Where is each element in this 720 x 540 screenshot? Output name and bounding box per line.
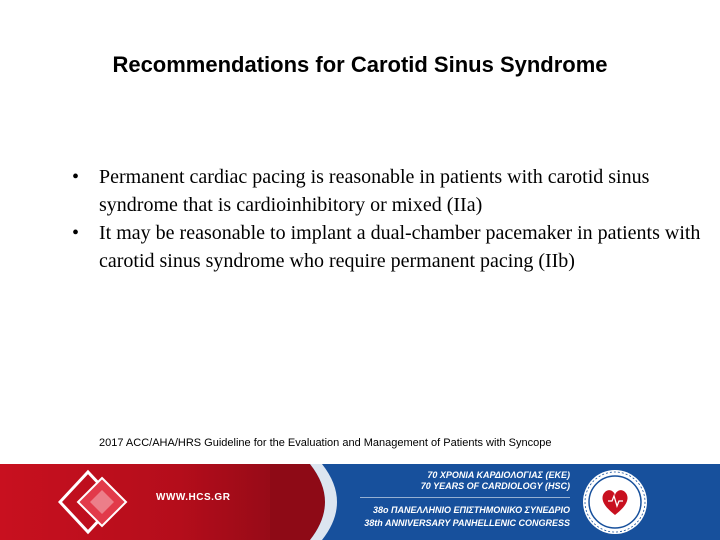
slide-title: Recommendations for Carotid Sinus Syndrome [112, 52, 608, 77]
bullet-text: It may be reasonable to implant a dual-chamber pacemaker in patients with carotid sinus syndrome who require permanent pacing (IIb) [99, 222, 701, 272]
heart-seal-icon [580, 467, 650, 537]
citation: 2017 ACC/AHA/HRS Guideline for the Evaluation and Management of Patients with Syncope [99, 437, 552, 449]
footer-divider [360, 497, 570, 498]
congress-line-greek: 38ο ΠΑΝΕΛΛΗΝΙΟ ΕΠΙΣΤΗΜΟΝΙΚΟ ΣΥΝΕΔΡΙΟ [373, 505, 570, 515]
bullet-marker: • [72, 222, 80, 244]
bullet-marker: • [72, 166, 80, 188]
hcs-diamond-logo-icon [58, 468, 148, 536]
bullet-text: Permanent cardiac pacing is reasonable in patients with carotid sinus syndrome that is cardioinhibitory or mixed (IIa) [99, 166, 650, 216]
congress-line-english: 38th ANNIVERSARY PANHELLENIC CONGRESS [364, 518, 570, 528]
bullet-item [72, 219, 702, 275]
anniversary-line-greek: 70 ΧΡΟΝΙΑ ΚΑΡΔΙΟΛΟΓΙΑΣ (ΕΚΕ) [427, 470, 570, 480]
bullet-list [72, 163, 702, 275]
bullet-item [72, 163, 702, 219]
anniversary-line-english: 70 YEARS OF CARDIOLOGY (HSC) [420, 481, 570, 491]
website-url[interactable]: WWW.HCS.GR [156, 492, 231, 503]
footer-banner [0, 464, 720, 540]
